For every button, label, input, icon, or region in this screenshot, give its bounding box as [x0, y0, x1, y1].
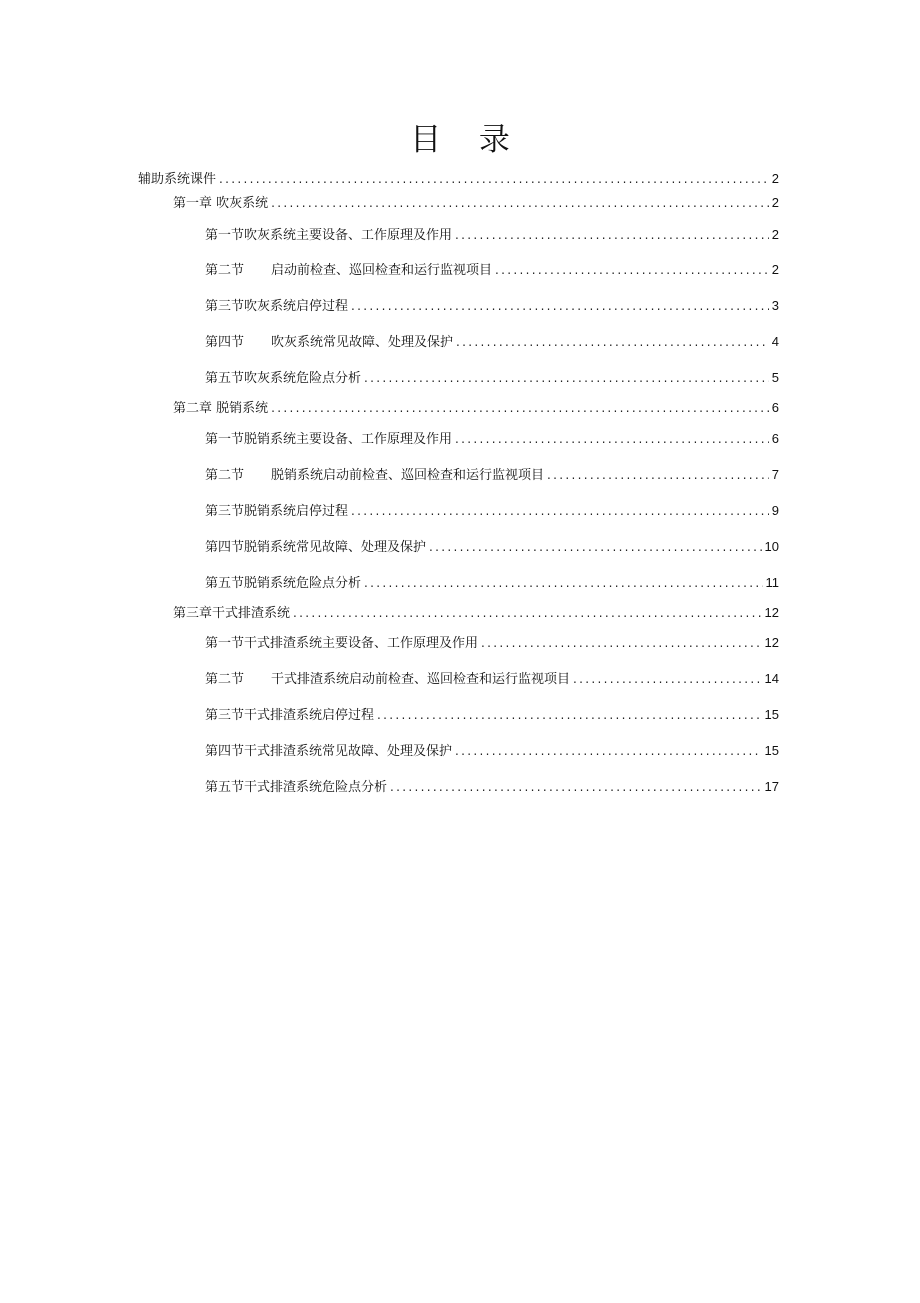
toc-entry-label: 第三节吹灰系统启停过程: [205, 299, 349, 314]
toc-page-number: 2: [771, 227, 779, 242]
toc-page-number: 12: [764, 605, 779, 620]
toc-entry-label: 辅助系统课件: [138, 172, 217, 187]
toc-entry[interactable]: [205, 778, 779, 797]
toc-leader: [455, 226, 769, 244]
toc-entry-title: 吹灰系统常见故障、处理及保护: [271, 335, 454, 350]
toc-page-number: 6: [771, 431, 779, 446]
toc-leader: [293, 604, 762, 622]
toc-leader: [456, 333, 769, 351]
toc-entry[interactable]: [205, 670, 779, 689]
toc-entry[interactable]: [205, 742, 779, 761]
toc-leader: [547, 466, 769, 484]
toc-entry[interactable]: [205, 369, 779, 388]
toc-entry-label: 第三章干式排渣系统: [173, 606, 291, 621]
toc-entry-title: 干式排渣系统启动前检查、巡回检查和运行监视项目: [271, 672, 571, 687]
toc-page-number: 17: [764, 779, 779, 794]
toc-page-number: 15: [764, 707, 779, 722]
toc-leader: [364, 574, 762, 592]
toc-entry-prefix: 第二节: [205, 672, 245, 687]
toc-page-number: 15: [764, 743, 779, 758]
toc-entry-label: 第一章 吹灰系统: [173, 196, 269, 211]
toc-entry[interactable]: [205, 466, 779, 485]
toc-leader: [390, 778, 762, 796]
toc-leader: [495, 261, 769, 279]
toc-entry[interactable]: [205, 634, 779, 653]
toc-entry-label: [205, 262, 492, 280]
toc-entry-label: 第二章 脱销系统: [173, 401, 269, 416]
toc-page-number: 2: [771, 262, 779, 277]
toc-leader: [271, 194, 769, 212]
toc-entry-label: 第五节干式排渣系统危险点分析: [205, 780, 388, 795]
toc-entry-label: 第一节干式排渣系统主要设备、工作原理及作用: [205, 636, 479, 651]
toc-entry[interactable]: [205, 706, 779, 725]
toc-entry-prefix: 第二节: [205, 263, 245, 278]
toc-page-number: 6: [771, 400, 779, 415]
toc-entry[interactable]: [173, 604, 779, 623]
toc-entry[interactable]: [138, 170, 779, 189]
toc-entry-label: 第一节吹灰系统主要设备、工作原理及作用: [205, 228, 453, 243]
toc-leader: [573, 670, 762, 688]
toc-entry-label: [205, 467, 544, 485]
toc-page-number: 10: [764, 539, 779, 554]
toc-page-number: 2: [771, 171, 779, 186]
toc-entry-label: 第四节干式排渣系统常见故障、处理及保护: [205, 744, 453, 759]
toc-page-number: 9: [771, 503, 779, 518]
toc-entry-title: 启动前检查、巡回检查和运行监视项目: [271, 263, 493, 278]
toc-entry[interactable]: [205, 502, 779, 521]
toc-entry[interactable]: [205, 297, 779, 316]
toc-leader: [364, 369, 769, 387]
toc-page-number: 7: [771, 467, 779, 482]
toc-entry[interactable]: [205, 538, 779, 557]
toc-entry-label: 第五节吹灰系统危险点分析: [205, 371, 362, 386]
toc-leader: [455, 742, 762, 760]
toc-entry-label: 第四节脱销系统常见故障、处理及保护: [205, 540, 427, 555]
toc-leader: [271, 399, 769, 417]
toc-page-number: 5: [771, 370, 779, 385]
toc-leader: [351, 297, 769, 315]
toc-entry[interactable]: [205, 261, 779, 280]
toc-page-number: 4: [771, 334, 779, 349]
toc-entry-label: 第一节脱销系统主要设备、工作原理及作用: [205, 432, 453, 447]
toc-leader: [377, 706, 762, 724]
toc-entry-prefix: 第四节: [205, 335, 245, 350]
toc-entry[interactable]: [205, 226, 779, 245]
toc-entry-label: 第三节脱销系统启停过程: [205, 504, 349, 519]
toc-page-number: 12: [764, 635, 779, 650]
toc-entry-label: [205, 334, 453, 352]
toc-leader: [481, 634, 762, 652]
toc-entry-label: 第三节干式排渣系统启停过程: [205, 708, 375, 723]
toc-page-number: 3: [771, 298, 779, 313]
toc-entry[interactable]: [173, 194, 779, 213]
page-title: 目 录: [410, 122, 524, 158]
toc-page-number: 11: [765, 575, 779, 590]
toc-entry[interactable]: [173, 399, 779, 418]
toc-entry[interactable]: [205, 574, 779, 593]
toc-entry-prefix: 第二节: [205, 468, 245, 483]
toc-leader: [455, 430, 769, 448]
toc-entry-title: 脱销系统启动前检查、巡回检查和运行监视项目: [271, 468, 545, 483]
toc-entry-label: 第五节脱销系统危险点分析: [205, 576, 362, 591]
toc-entry[interactable]: [205, 333, 779, 352]
toc-page-number: 14: [764, 671, 779, 686]
toc-leader: [429, 538, 762, 556]
toc-entry[interactable]: [205, 430, 779, 449]
toc-leader: [219, 170, 769, 188]
toc-leader: [351, 502, 769, 520]
toc-entry-label: [205, 671, 570, 689]
toc-page-number: 2: [771, 195, 779, 210]
